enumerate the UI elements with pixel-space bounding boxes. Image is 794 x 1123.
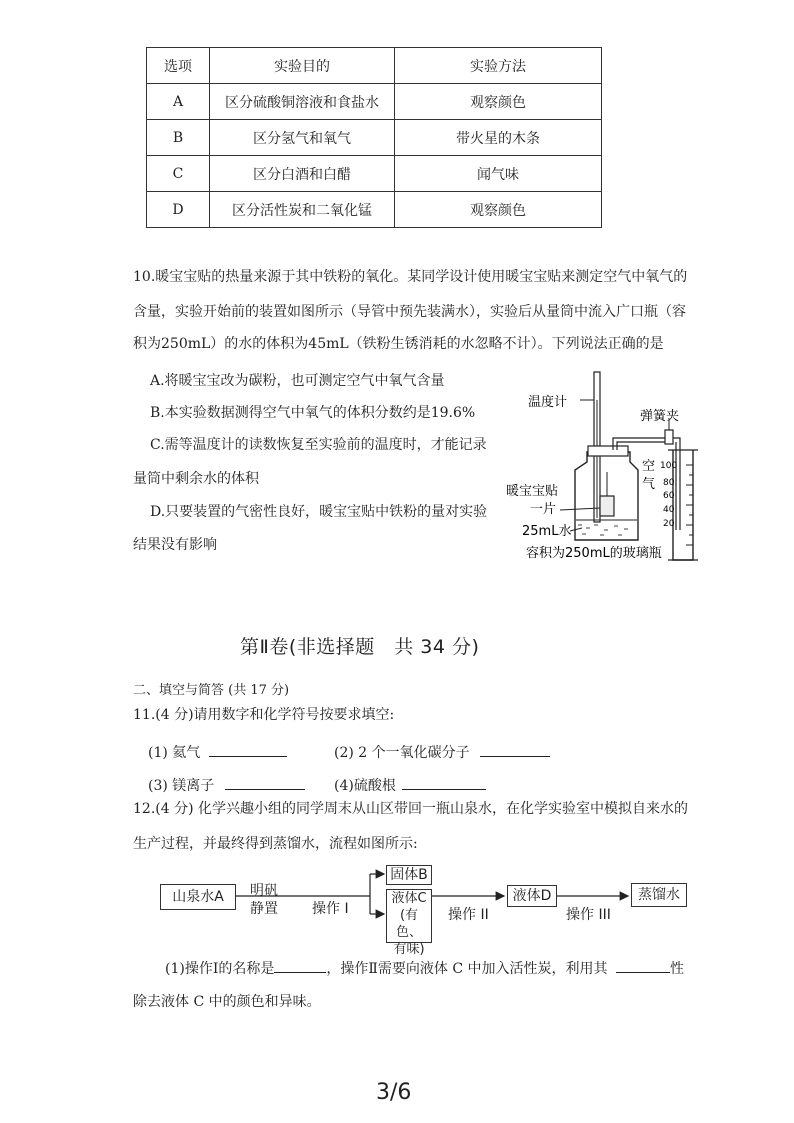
q10-option-d-line2: 结果没有影响 [133,537,217,553]
header-method: 实验方法 [395,48,602,84]
q10-line2: 含量，实验开始前的装置如图所示（导管中预先装满水），实验后从量筒中流入广口瓶（容 [133,304,686,320]
table-cell: 区分活性炭和二氧化锰 [210,192,395,228]
flow-op2: 操作 II [448,907,489,923]
label-patch-1: 暖宝宝贴 [506,484,559,499]
scale-60: 60 [663,491,675,501]
flow-settle: 静置 [250,901,278,917]
q12-sub1-part3: 性 [669,961,684,977]
table-cell: 带火星的木条 [395,120,602,156]
q10-option-c-line2: 量筒中剩余水的体积 [133,471,259,487]
flow-alum: 明矾 [250,883,278,899]
q12-line2: 生产过程，并最终得到蒸馏水，流程如图所示: [133,836,418,852]
q11-item-2-label: (2) 2 个一氧化碳分子 [334,745,470,761]
header-option: 选项 [147,48,210,84]
table-cell: D [147,192,210,228]
header-purpose: 实验目的 [210,48,395,84]
flow-box-start: 山泉水A [160,884,236,910]
scale-80: 80 [663,478,675,488]
label-water: 25mL水 [522,524,572,539]
q10-option-c-line1: C.需等温度计的读数恢复至实验前的温度时，才能记录 [150,437,487,453]
q12-sub1-line1 [165,958,684,978]
q12-sub1-part1: (1)操作Ⅰ的名称是 [165,961,275,977]
scale-100: 100 [660,461,678,471]
flow-op3: 操作 III [566,907,611,923]
table-cell: 观察颜色 [395,192,602,228]
label-air-2: 气 [642,477,656,492]
table-cell: A [147,84,210,120]
table-cell: 区分白酒和白醋 [210,156,395,192]
table-cell: 观察颜色 [395,84,602,120]
label-bottle: 容积为250mL的玻璃瓶 [526,546,662,561]
flow-box-liquid-d: 液体D [507,885,557,907]
q10-line1: 10.暖宝宝贴的热量来源于其中铁粉的氧化。某同学设计使用暖宝宝贴来测定空气中氧气的 [133,269,688,285]
table-cell: B [147,120,210,156]
q11-item-3-label: (3) 镁离子 [148,778,215,794]
answer-blank-property[interactable] [616,958,670,973]
q12-line1: 12.(4 分) 化学兴趣小组的同学周末从山区带回一瓶山泉水，在化学实验室中模拟自来水的 [133,801,688,817]
q11-stem: 11.(4 分)请用数字和化学符号按要求填空: [133,707,395,723]
liquid-c-line2: (有色、 [395,908,422,940]
table-cell: 闻气味 [395,156,602,192]
section-heading: 二、填空与简答 (共 17 分) [133,683,290,698]
liquid-c-line1: 液体C [391,891,427,906]
table-cell: 区分硫酸铜溶液和食盐水 [210,84,395,120]
scale-20: 20 [663,519,675,529]
label-patch-2: 一片 [530,502,557,517]
answer-blank-op1-name[interactable] [274,958,326,973]
scale-40: 40 [663,505,675,515]
q10-option-b: B.本实验数据测得空气中氧气的体积分数约是19.6% [150,405,476,421]
flow-box-end: 蒸馏水 [631,883,687,907]
label-clamp: 弹簧夹 [640,409,680,424]
q10-option-d-line1: D.只要装置的气密性良好，暖宝宝贴中铁粉的量对实验 [150,504,488,520]
table-cell: C [147,156,210,192]
flow-op1: 操作 I [312,901,349,917]
label-thermometer: 温度计 [528,395,568,410]
flow-box-solid-b: 固体B [386,865,432,885]
q10-option-a: A.将暖宝宝改为碳粉，也可测定空气中氧气含量 [150,373,445,389]
liquid-c-line3: 有味) [393,942,425,957]
q11-item-1-label: (1) 氦气 [148,745,201,761]
q11-item-4-label: (4)硫酸根 [334,778,396,794]
table-cell: 区分氢气和氧气 [210,120,395,156]
part2-title: 第Ⅱ卷(非选择题 共 34 分) [240,636,480,658]
page-number: 3/6 [376,1080,412,1105]
q10-line3: 积为250mL）的水的体积为45mL（铁粉生锈消耗的水忽略不计）。下列说法正确的是 [133,336,664,352]
q12-sub1-part2: ，操作Ⅱ需要向液体 C 中加入活性炭，利用其 [326,961,608,977]
q12-sub1-line2: 除去液体 C 中的颜色和异味。 [133,994,321,1010]
label-air-1: 空 [642,459,656,474]
